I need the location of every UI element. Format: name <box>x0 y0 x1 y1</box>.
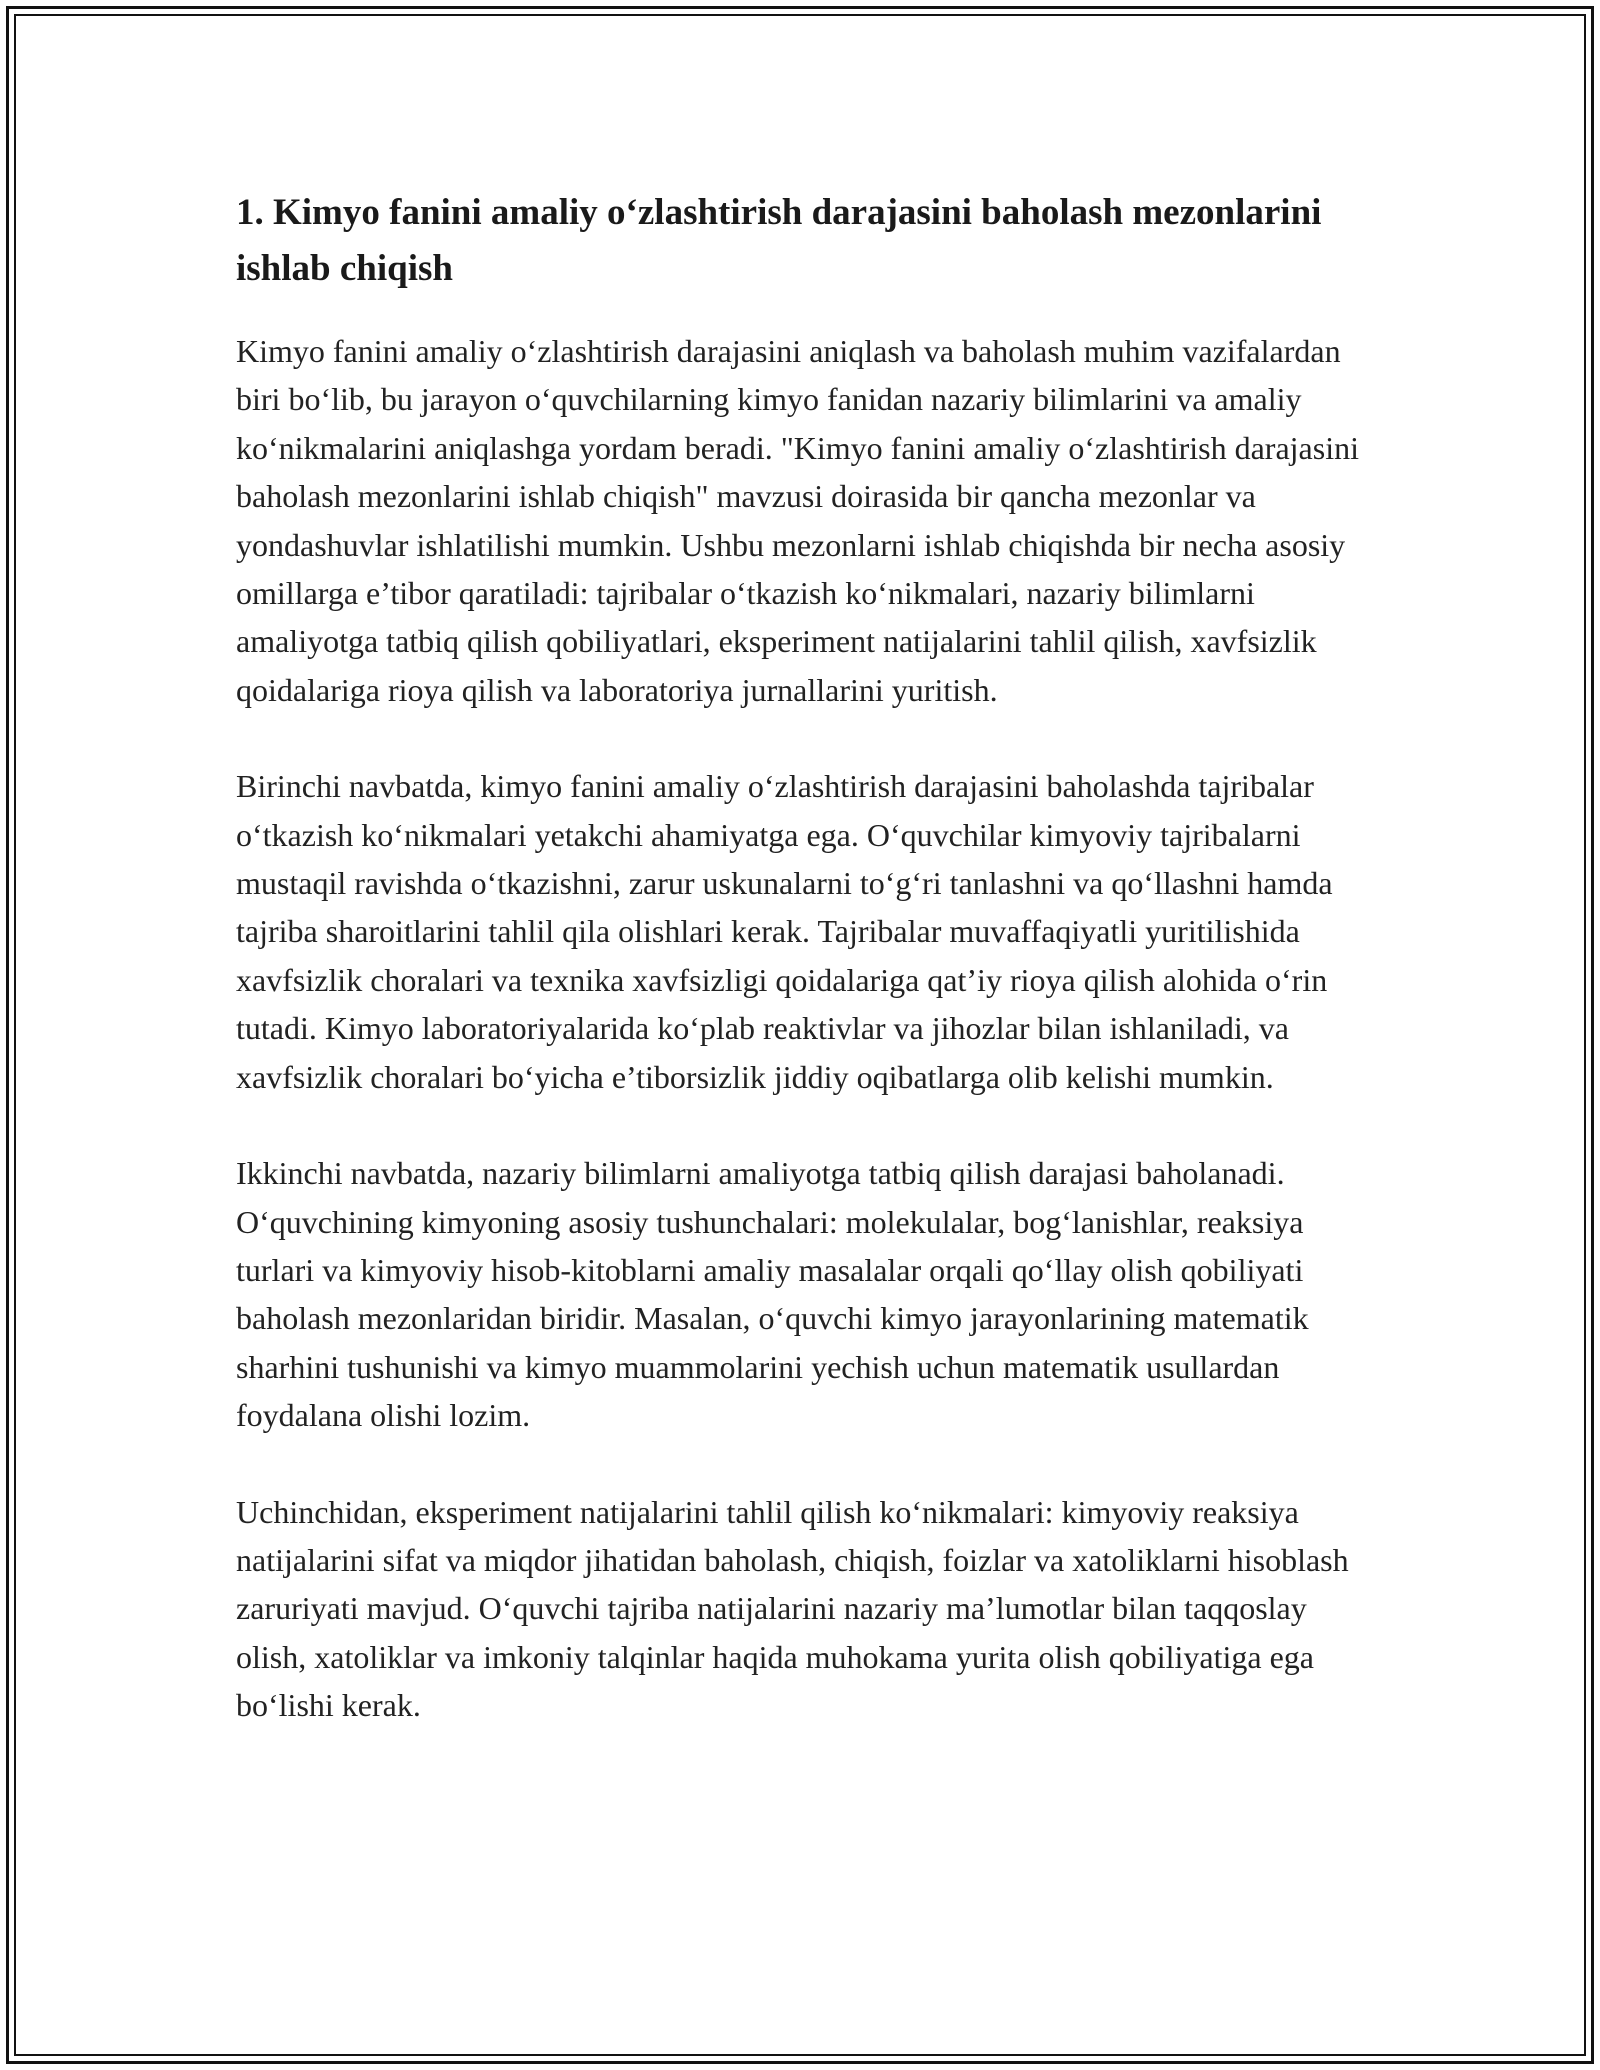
paragraph-second-criterion: Ikkinchi navbatda, nazariy bilimlarni amaliyotga tatbiq qilish darajasi baholanadi. O‘quvchining kimyoning asosiy tushunchalari: molekulalar, bog‘lanishlar, reaksiya turlari va kimyoviy hisob-kitoblarni amaliy masalalar orqali qo‘llay olish qobiliyati baholash mezonlaridan biridir. Masalan, o‘quvchi kimyo jarayonlarining matematik sharhini tushunishi va kimyo muammolarini yechish uchun matematik usullardan foydalana olishi lozim. <box>236 1155 1309 1434</box>
paragraph-intro: Kimyo fanini amaliy o‘zlashtirish darajasini aniqlash va baholash muhim vazifalardan biri bo‘lib, bu jarayon o‘quvchilarning kimyo fanidan nazariy bilimlarini va amaliy ko‘nikmalarini aniqlashga yordam beradi. "Kimyo fanini amaliy o‘zlashtirish darajasini baholash mezonlarini ishlab chiqish" mavzusi doirasida bir qancha mezonlar va yondashuvlar ishlatilishi mumkin. Ushbu mezonlarni ishlab chiqishda bir necha asosiy omillarga e’tibor qaratiladi: tajribalar o‘tkazish ko‘nikmalari, nazariy bilimlarni amaliyotga tatbiq qilish qobiliyatlari, eksperiment natijalarini tahlil qilish, xavfsizlik qoidalariga rioya qilish va laboratoriya jurnallarini yuritish. <box>236 333 1359 708</box>
document-body <box>236 185 1376 1778</box>
section-heading: 1. Kimyo fanini amaliy o‘zlashtirish darajasini baholash mezonlarini ishlab chiqish <box>236 192 1322 289</box>
paragraph-first-criterion: Birinchi navbatda, kimyo fanini amaliy o‘zlashtirish darajasini baholashda tajribalar o‘tkazish ko‘nikmalari yetakchi ahamiyatga ega. O‘quvchilar kimyoviy tajribalarni mustaqil ravishda o‘tkazishni, zarur uskunalarni to‘g‘ri tanlashni va qo‘llashni hamda tajriba sharoitlarini tahlil qila olishlari kerak. Tajribalar muvaffaqiyatli yuritilishida xavfsizlik choralari va texnika xavfsizligi qoidalariga qat’iy rioya qilish alohida o‘rin tutadi. Kimyo laboratoriyalarida ko‘plab reaktivlar va jihozlar bilan ishlaniladi, va xavfsizlik choralari bo‘yicha e’tiborsizlik jiddiy oqibatlarga olib kelishi mumkin. <box>236 768 1333 1095</box>
paragraph-third-criterion: Uchinchidan, eksperiment natijalarini tahlil qilish ko‘nikmalari: kimyoviy reaksiya natijalarini sifat va miqdor jihatidan baholash, chiqish, foizlar va xatoliklarni hisoblash zaruriyati mavjud. O‘quvchi tajriba natijalarini nazariy ma’lumotlar bilan taqqoslay olish, xatoliklar va imkoniy talqinlar haqida muhokama yurita olish qobiliyatiga ega bo‘lishi kerak. <box>236 1493 1349 1724</box>
